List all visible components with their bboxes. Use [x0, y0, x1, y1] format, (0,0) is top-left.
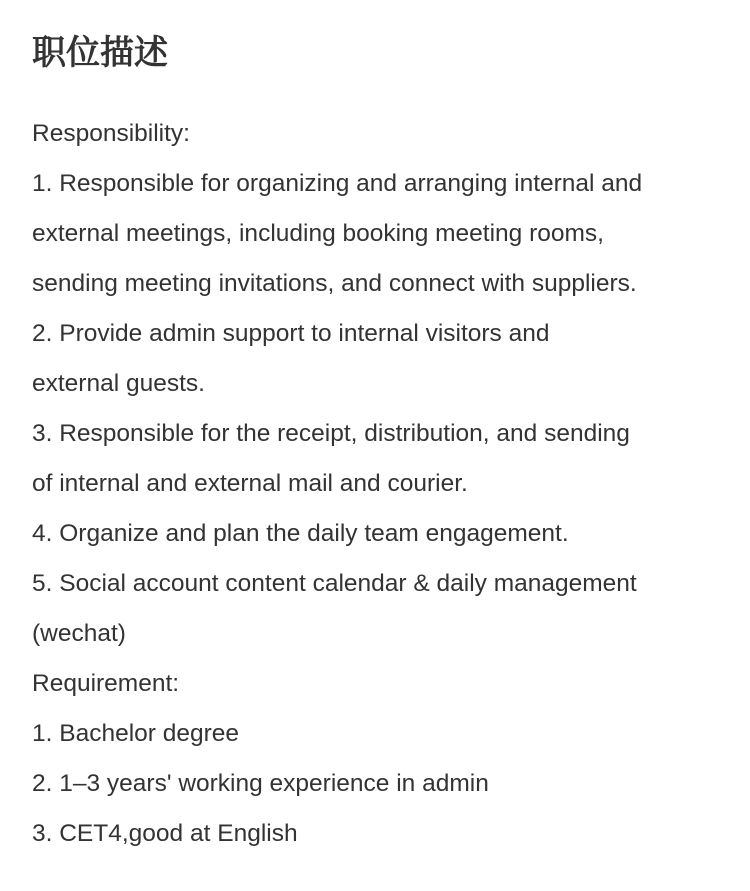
- requirement-line: 3. CET4,good at English: [32, 820, 298, 847]
- responsibility-line: of internal and external mail and courier.: [32, 470, 468, 497]
- responsibility-line: 3. Responsible for the receipt, distribution, and sending: [32, 420, 630, 447]
- responsibility-line: (wechat): [32, 620, 126, 647]
- responsibility-line: 4. Organize and plan the daily team engagement.: [32, 520, 569, 547]
- requirement-line: 1. Bachelor degree: [32, 720, 240, 747]
- requirement-heading: Requirement:: [32, 670, 180, 697]
- responsibility-line: external meetings, including booking meeting rooms,: [32, 220, 604, 247]
- section-title: 职位描述: [32, 33, 168, 73]
- responsibility-line: 5. Social account content calendar & daily management: [32, 570, 637, 597]
- responsibility-line: 2. Provide admin support to internal visitors and: [32, 320, 550, 347]
- responsibility-line: 1. Responsible for organizing and arranging internal and: [32, 170, 643, 197]
- responsibility-line: sending meeting invitations, and connect with suppliers.: [32, 270, 637, 297]
- requirement-line: 2. 1–3 years' working experience in admin: [32, 770, 489, 797]
- job-description-body: [32, 109, 732, 859]
- responsibility-line: external guests.: [32, 370, 205, 397]
- responsibility-heading: Responsibility:: [32, 120, 190, 147]
